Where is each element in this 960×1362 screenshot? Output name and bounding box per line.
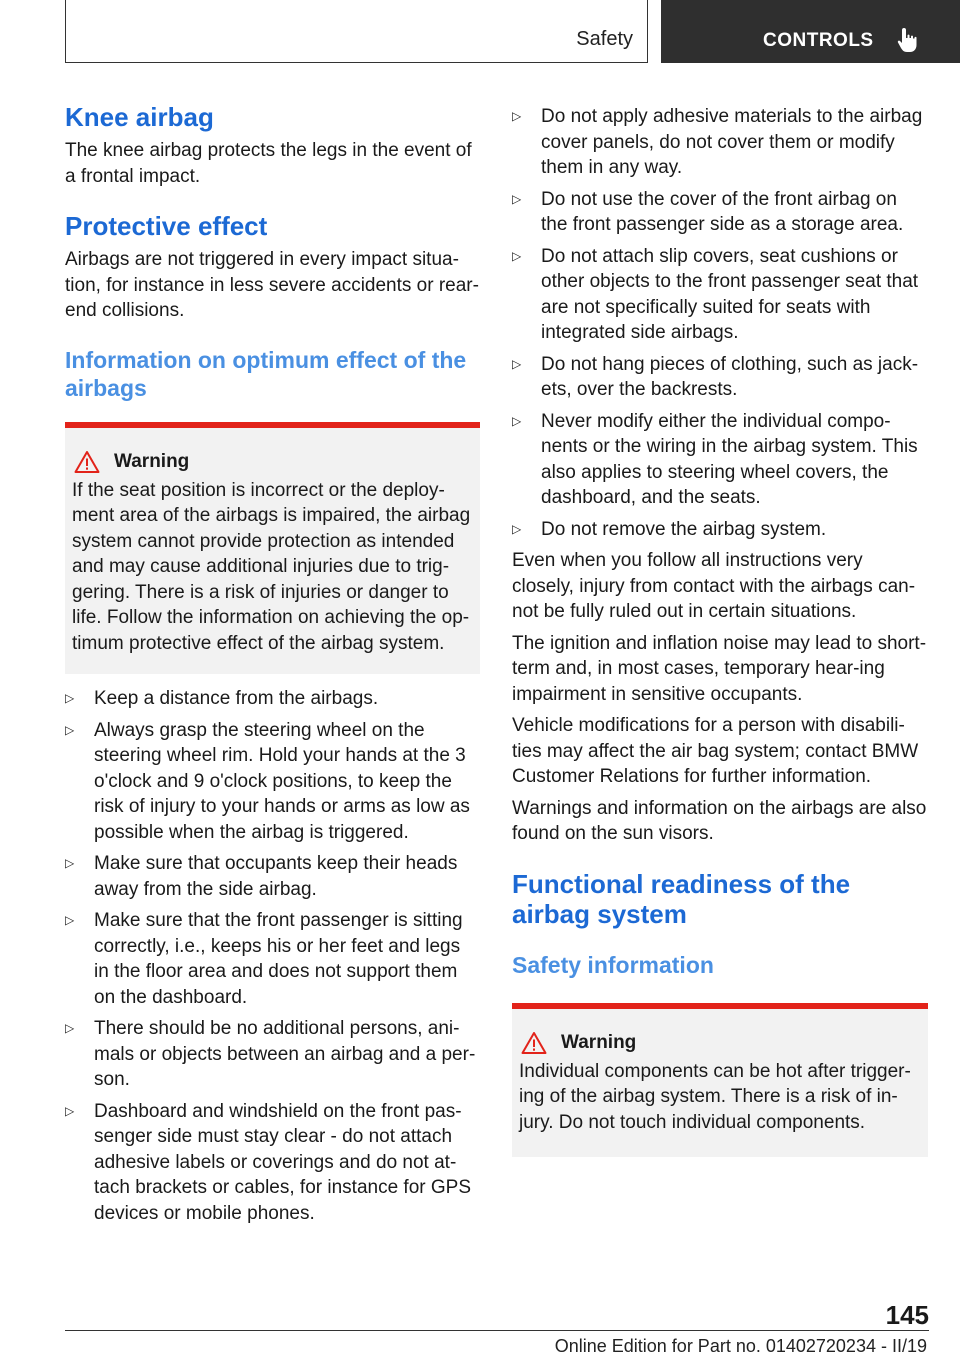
knee-airbag-heading: Knee airbag — [65, 102, 214, 132]
triangle-bullet-icon: ▷ — [65, 691, 75, 705]
warning-title — [521, 1031, 921, 1055]
warning-triangle-icon — [521, 1031, 547, 1055]
header-tab-label: CONTROLS — [763, 30, 874, 51]
list-item: ▷ Never modify either the individual compo‐nents or the wiring in the airbag system. This also applies to steering wheel covers, the dashboard, and the seats. — [512, 410, 918, 508]
list-item: ▷ Keep a distance from the airbags. — [65, 686, 480, 712]
list-item: ▷ There should be no additional persons, ani‐mals or objects between an airbag and a per‐son. — [65, 1018, 476, 1090]
warning-title-text: Warning — [114, 450, 190, 472]
page-number: 145 — [885, 1300, 929, 1330]
footer-divider — [65, 1330, 929, 1331]
triangle-bullet-icon: ▷ — [512, 356, 522, 371]
triangle-bullet-icon: ▷ — [65, 722, 75, 737]
paragraph: Warnings and information on the airbags are also found on the sun visors. — [512, 797, 927, 844]
optimum-effect-heading: Information on optimum effect of the airbags — [65, 346, 467, 401]
list-item: ▷ Make sure that the front passenger is sitting correctly, i.e., keeps his or her feet and legs in the floor area and does not support them on the dashboard. — [65, 910, 463, 1008]
triangle-bullet-icon: ▷ — [512, 248, 522, 263]
warning-triangle-icon — [74, 450, 100, 474]
triangle-bullet-icon: ▷ — [512, 413, 522, 428]
triangle-bullet-icon: ▷ — [512, 521, 522, 536]
triangle-bullet-icon: ▷ — [512, 191, 522, 206]
warning-text: Individual components can be hot after trigger‐ing of the airbag system. There is a risk of in‐jury. Do not touch individual components. — [519, 1060, 911, 1133]
warning-title-text: Warning — [561, 1031, 637, 1053]
list-item: ▷ Dashboard and windshield on the front pas‐senger side must stay clear - do not attach adhesive labels or coverings and do not at‐tach brackets or cables, for instance for GPS devices or mobile phones. — [65, 1100, 472, 1224]
warning-text: If the seat position is incorrect or the deploy‐ment area of the airbags is impaired, the airbag system cannot provide protection as intended and may cause additional injuries due to trig‐gering. There is a risk of injuries or danger to life. Follow the information on achieving the op‐timum protective effect of the airbag system. — [72, 479, 471, 654]
right-column — [512, 104, 928, 1157]
left-bullet-list — [65, 686, 480, 1226]
left-column — [65, 100, 480, 1232]
footer-edition-text: Online Edition for Part no. 01402720234 - II/19 — [554, 1336, 927, 1356]
warning-box-right — [512, 1003, 928, 1158]
triangle-bullet-icon: ▷ — [65, 856, 75, 870]
right-bullet-list — [512, 104, 928, 542]
protective-effect-heading: Protective effect — [65, 211, 268, 241]
warning-title — [74, 450, 473, 474]
protective-effect-text: Airbags are not triggered in every impact situa‐tion, for instance in less severe accidents or rear-end collisions. — [65, 249, 479, 321]
list-item: ▷ Do not apply adhesive materials to the airbag cover panels, do not cover them or modify them in any way. — [512, 106, 923, 178]
list-item: ▷ Do not use the cover of the front airbag on the front passenger side as a storage area. — [512, 188, 904, 235]
triangle-bullet-icon: ▷ — [65, 1021, 75, 1035]
triangle-bullet-icon: ▷ — [65, 913, 75, 927]
functional-readiness-heading: Functional readiness of the airbag system — [512, 868, 851, 929]
list-item: ▷ Do not remove the airbag system. — [512, 517, 928, 543]
warning-box-left — [65, 422, 480, 675]
header-section-box — [65, 0, 648, 63]
triangle-bullet-icon: ▷ — [512, 109, 522, 123]
header-controls-tab[interactable] — [661, 0, 960, 63]
paragraph: The ignition and inflation noise may lead to short-term and, in most cases, temporary hear‐ing impairment in sensitive occupants. — [512, 632, 927, 705]
list-item: ▷ Do not hang pieces of clothing, such as jack‐ets, over the backrests. — [512, 353, 919, 400]
list-item: ▷ Do not attach slip covers, seat cushions or other objects to the front passenger seat that are not specifically suited for seats with integrated side airbags. — [512, 245, 919, 343]
triangle-bullet-icon: ▷ — [65, 1103, 75, 1118]
safety-information-heading: Safety information — [512, 951, 714, 978]
hand-pointer-icon — [895, 26, 921, 54]
knee-airbag-text: The knee airbag protects the legs in the event of a frontal impact. — [65, 140, 472, 187]
paragraph: Vehicle modifications for a person with disabili‐ties may affect the air bag system; contact BMW Customer Relations for further information. — [512, 715, 919, 787]
list-item: ▷ Always grasp the steering wheel on the steering wheel rim. Hold your hands at the 3 o'clock and 9 o'clock positions, to keep the risk of injury to your hands or arms as low as possible when the airbag is triggered. — [65, 719, 470, 843]
paragraph: Even when you follow all instructions very closely, injury from contact with the airbags can‐not be fully ruled out in certain situations. — [512, 550, 916, 622]
list-item: ▷ Make sure that occupants keep their heads away from the side airbag. — [65, 853, 458, 900]
header-section-title: Safety — [576, 28, 633, 50]
